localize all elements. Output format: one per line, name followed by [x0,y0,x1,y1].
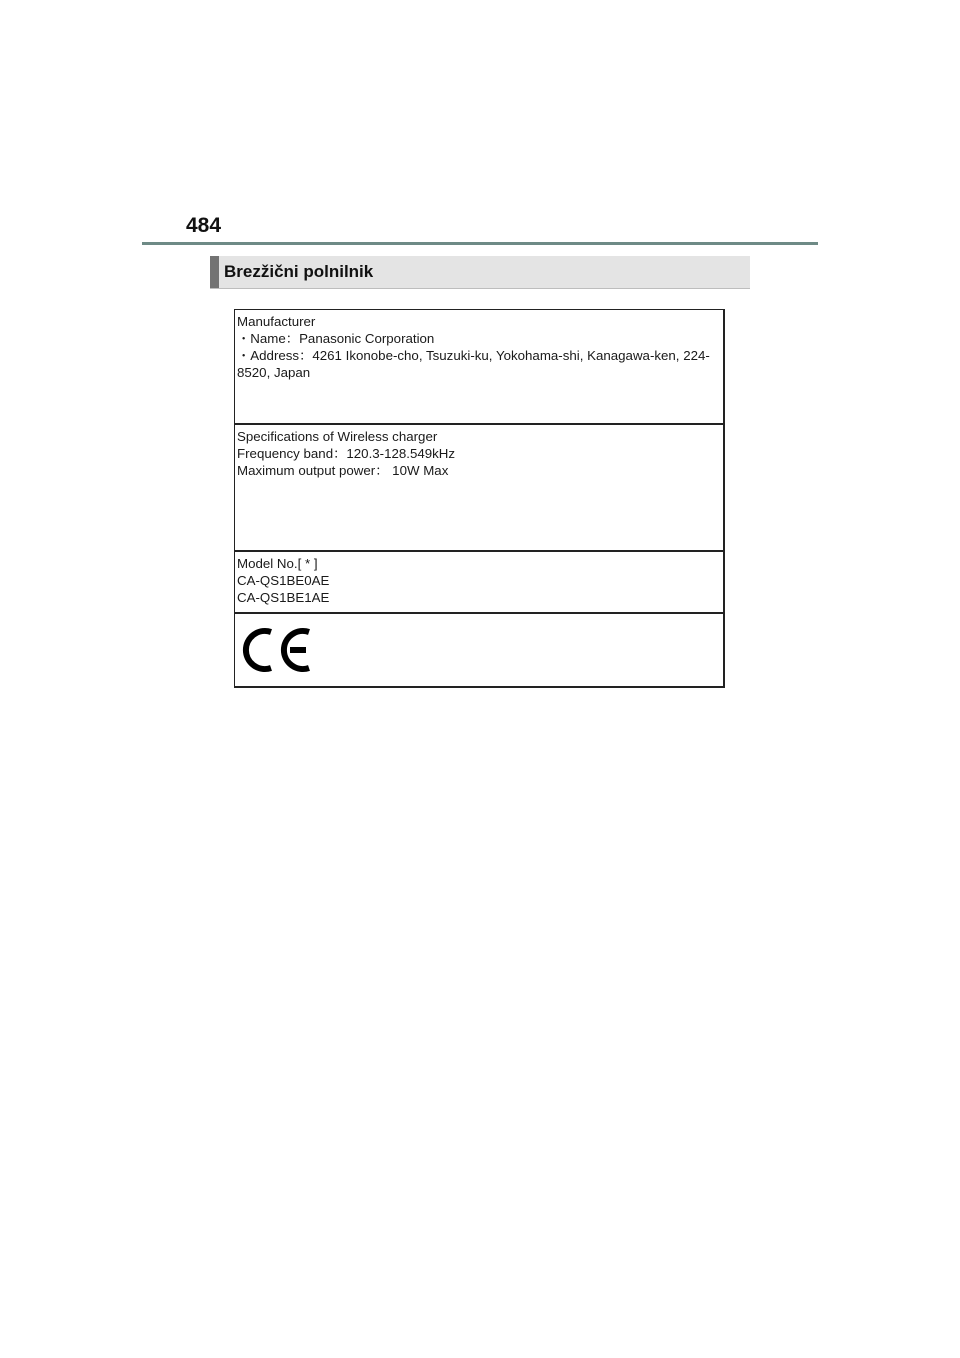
info-table [234,309,725,688]
frequency-band: Frequency band：120.3-128.549kHz [237,446,456,461]
certification-cell [235,614,723,688]
model-number: CA-QS1BE1AE [237,590,330,605]
model-heading: Model No.[ * ] [237,556,318,571]
specifications-heading: Specifications of Wireless charger [237,429,438,444]
section-accent [210,256,219,288]
ce-mark-icon [240,624,312,676]
section-header [210,256,750,289]
manufacturer-heading: Manufacturer [237,314,316,329]
model-number: CA-QS1BE0AE [237,573,330,588]
page-number: 484 [186,214,222,237]
manufacturer-name: ・Name：Panasonic Corporation [237,331,435,346]
section-title: Brezžični polnilnik [224,262,374,281]
manufacturer-cell [235,310,723,425]
manufacturer-address: ・Address：4261 Ikonobe-cho, Tsuzuki-ku, Yokohama-shi, Kanagawa-ken, 224-8520, Japan [237,348,710,380]
max-output-power: Maximum output power： 10W Max [237,463,449,478]
specifications-cell [235,425,723,552]
header-rule [142,242,818,245]
model-cell [235,552,723,614]
